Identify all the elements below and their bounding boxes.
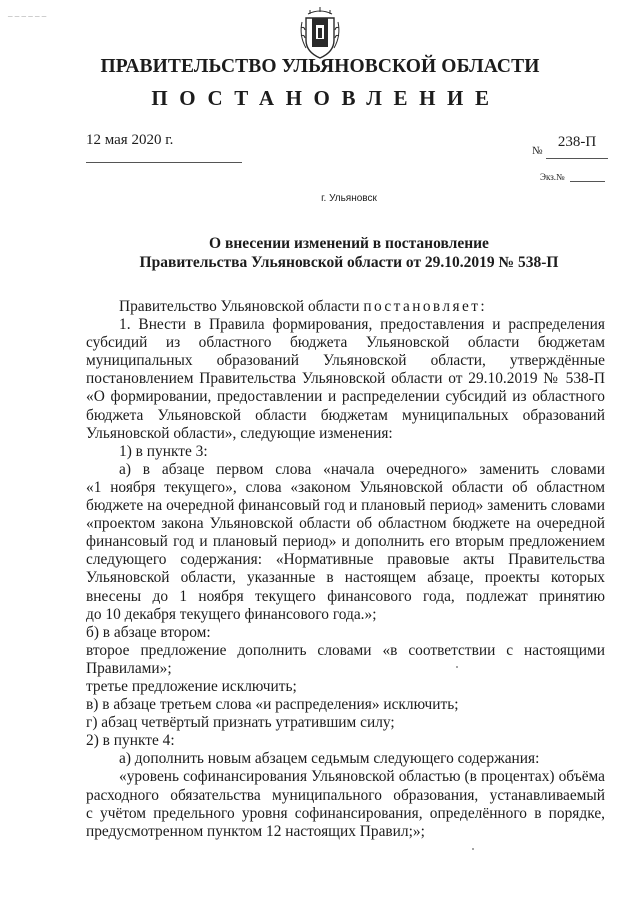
body-line: предусмотренном пунктом 12 настоящих Правил;»; xyxy=(86,822,425,840)
body-line: до 10 декабря текущего финансового года.»; xyxy=(86,605,377,623)
number-label: № xyxy=(532,145,543,157)
body-line: 1) в пункте 3: xyxy=(119,442,208,460)
document-body xyxy=(86,298,605,841)
coat-of-arms-emblem xyxy=(298,6,342,62)
date-underline xyxy=(86,162,242,163)
body-line: муниципальных образований Ульяновской области, утверждённые xyxy=(86,352,605,370)
body-line: бюджета Ульяновской области бюджетам муниципальных образований xyxy=(86,406,605,424)
body-line: следующего содержания: «Нормативные правовые акты Правительства xyxy=(86,551,605,569)
body-line: 1. Внести в Правила формирования, предоставления и распределения xyxy=(119,316,605,334)
body-line: Правилами»; xyxy=(86,659,172,677)
body-line: субсидий из областного бюджета Ульяновской области бюджетам xyxy=(86,334,605,352)
government-name: ПРАВИТЕЛЬСТВО УЛЬЯНОВСКОЙ ОБЛАСТИ xyxy=(100,56,540,77)
body-line: б) в абзаце втором: xyxy=(86,623,211,641)
body-line: «проектом закона Ульяновской области об областном бюджете на очередной xyxy=(86,515,605,533)
body-line: бюджете на очередной финансовый год и плановый период» заменить словами xyxy=(86,497,605,515)
body-line: внесены до 1 ноября текущего финансового года, подлежат принятию xyxy=(86,587,605,605)
body-line: с учётом предельного уровня софинансирования, определённого в порядке, xyxy=(86,804,605,822)
body-line: постановлением Правительства Ульяновской области от 29.10.2019 № 538-П xyxy=(86,370,605,388)
city: г. Ульяновск xyxy=(321,193,377,204)
corner-mark: _ _ _ _ _ _ xyxy=(8,8,47,18)
preamble-verb: постановляет: xyxy=(363,298,487,315)
body-line: третье предложение исключить; xyxy=(86,677,297,695)
body-line: второе предложение дополнить словами «в соответствии с настоящими xyxy=(86,641,605,659)
scan-speck xyxy=(456,666,458,668)
body-line: в) в абзаце третьем слова «и распределения» исключить; xyxy=(86,696,459,714)
document-title-line-2: Правительства Ульяновской области от 29.10.2019 № 538-П xyxy=(139,254,559,271)
number-underline xyxy=(546,158,608,159)
body-line: «1 ноября текущего», слова «законом Ульяновской области об областном xyxy=(86,478,605,496)
document-number: 238-П xyxy=(557,134,597,150)
copy-number-label: Экз.№ xyxy=(540,172,565,182)
document-type: ПОСТАНОВЛЕНИЕ xyxy=(151,86,501,110)
document-title-line-1: О внесении изменений в постановление xyxy=(209,235,489,252)
body-line: а) дополнить новым абзацем седьмым следующего содержания: xyxy=(119,750,540,768)
body-line: г) абзац четвёртый признать утратившим силу; xyxy=(86,714,395,732)
body-line: «О формировании, предоставлении и распределении субсидий из областного xyxy=(86,388,605,406)
preamble xyxy=(86,298,605,316)
body-line: 2) в пункте 4: xyxy=(86,732,175,750)
scan-speck xyxy=(472,848,474,850)
body-line: расходного обязательства муниципального образования, устанавливаемый xyxy=(86,786,605,804)
preamble-subject: Правительство Ульяновской области xyxy=(119,298,364,315)
body-line: финансовый год и плановый период» и дополнить его вторым предложением xyxy=(86,533,605,551)
document-date: 12 мая 2020 г. xyxy=(86,132,174,148)
body-line: а) в абзаце первом слова «начала очередного» заменить словами xyxy=(119,460,605,478)
body-line: Ульяновской области», следующие изменения: xyxy=(86,424,393,442)
copy-number-underline xyxy=(570,181,605,182)
body-line: «уровень софинансирования Ульяновской областью (в процентах) объёма xyxy=(119,768,605,786)
body-line: Ульяновской области, указанные в настоящем абзаце, проекты которых xyxy=(86,569,605,587)
